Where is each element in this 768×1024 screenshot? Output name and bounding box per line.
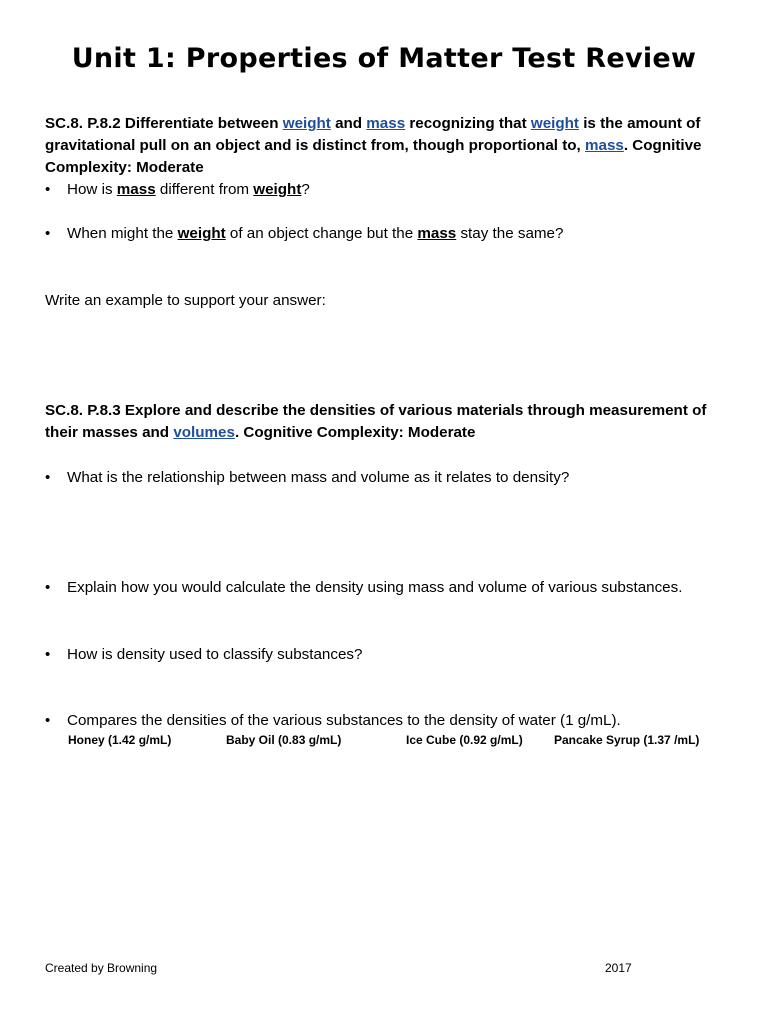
substance-item: Pancake Syrup (1.37 /mL) (554, 733, 700, 747)
question-text: How is mass different from weight? (67, 181, 310, 198)
weight-link[interactable]: weight (530, 115, 579, 132)
volumes-link[interactable]: volumes (173, 424, 235, 441)
footer-year: 2017 (605, 961, 632, 975)
bullet-icon: • (45, 579, 51, 596)
example-prompt: Write an example to support your answer: (45, 292, 326, 309)
question-text: When might the weight of an object change but the mass stay the same? (67, 225, 564, 242)
standard-text: . Cognitive Complexity: Moderate (234, 424, 476, 441)
mass-link[interactable]: mass (585, 137, 624, 154)
standard-text: and (330, 115, 367, 132)
weight-link[interactable]: weight (282, 115, 331, 132)
bullet-icon: • (45, 646, 51, 663)
standard-text: SC.8. P.8.3 Explore and describe the densities of various materials through measurement of their masses and (45, 402, 707, 441)
question-text: What is the relationship between mass and volume as it relates to density? (67, 469, 570, 486)
question-text: How is density used to classify substances? (67, 646, 363, 663)
substance-item: Honey (1.42 g/mL) (68, 733, 172, 747)
bullet-icon: • (45, 712, 51, 729)
standard-text: . Cognitive Complexity: Moderate (45, 137, 702, 176)
page-title: Unit 1: Properties of Matter Test Review (71, 43, 697, 74)
bullet-icon: • (45, 469, 51, 486)
question-text: Compares the densities of the various substances to the density of water (1 g/mL). (67, 712, 621, 729)
question-text: Explain how you would calculate the density using mass and volume of various substances. (67, 579, 683, 596)
standard-text: SC.8. P.8.2 Differentiate between (45, 115, 283, 132)
bullet-icon: • (45, 181, 51, 198)
substance-item: Baby Oil (0.83 g/mL) (226, 733, 342, 747)
standard-p83-heading (45, 400, 735, 444)
substance-item: Ice Cube (0.92 g/mL) (406, 733, 523, 747)
standard-p82-heading (45, 113, 735, 179)
mass-link[interactable]: mass (366, 115, 406, 132)
footer-author: Created by Browning (45, 961, 158, 975)
standard-text: is the amount of gravitational pull on an object and is distinct from, though proportional to, (45, 115, 701, 154)
standard-text: recognizing that (405, 115, 531, 132)
bullet-icon: • (45, 225, 51, 242)
